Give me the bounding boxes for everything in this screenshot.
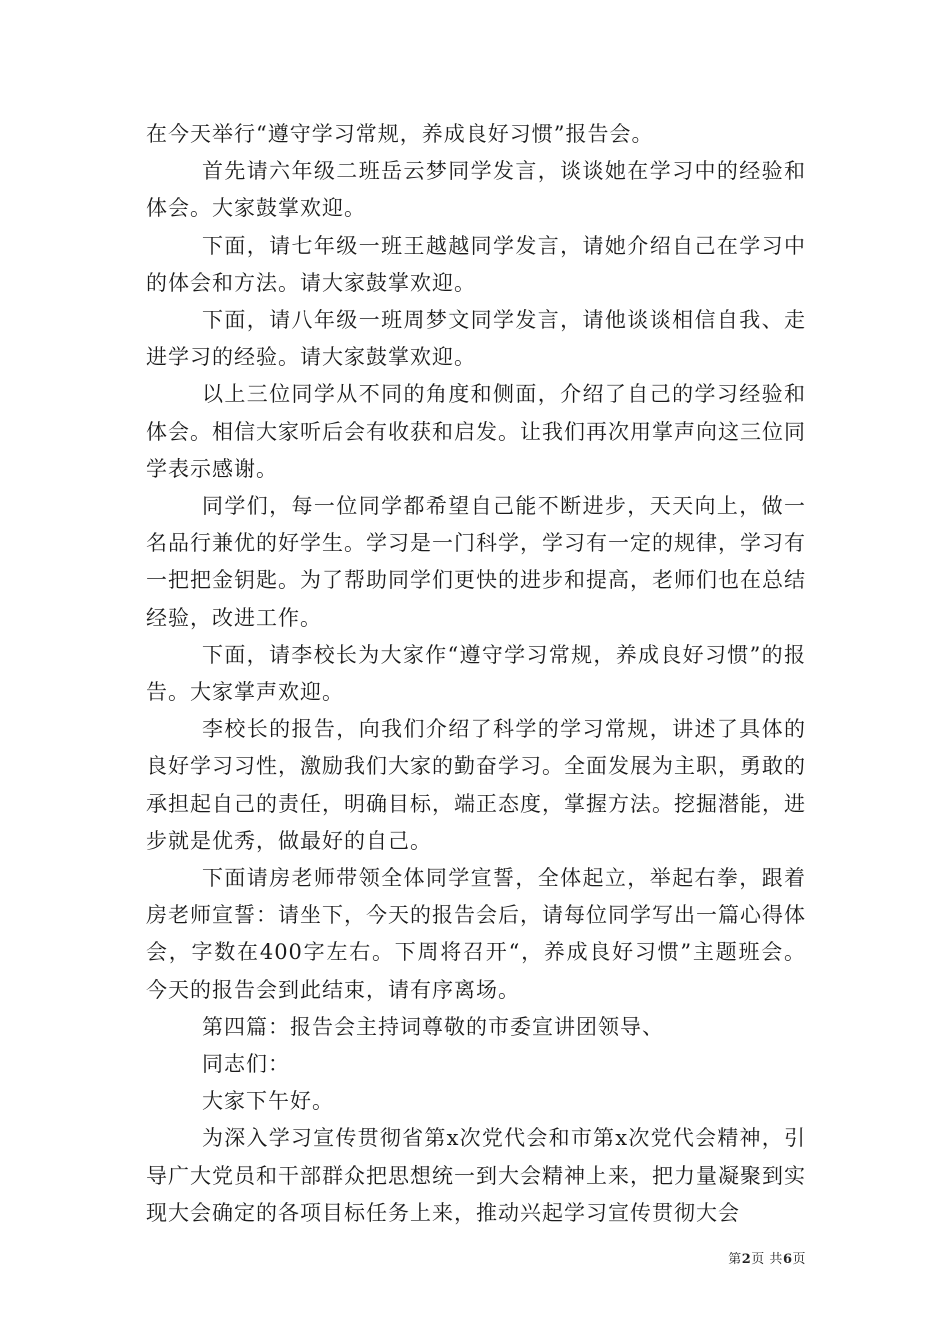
greeting: 大家下午好。 — [202, 1089, 334, 1114]
page-number-footer — [728, 1252, 806, 1268]
paragraph-1: 在今天举行“遵守学习常规，养成良好习惯”报告会。 — [146, 122, 654, 146]
paragraph-5: 以上三位同学从不同的角度和侧面，介绍了自己的学习经验和体会。相信大家听后会有收获和启发。让我们再次用掌声向这三位同学表示感谢。 — [146, 382, 806, 481]
paragraph-2: 首先请六年级二班岳云梦同学发言，谈谈她在学习中的经验和体会。大家鼓掌欢迎。 — [146, 159, 806, 221]
paragraph-13: 为深入学习宣传贯彻省第x次党代会和市第x次党代会精神，引导广大党员和干部群众把思想统一到大会精神上来，把力量凝聚到实现大会确定的各项目标任务上来，推动兴起学习宣传贯彻大会 — [146, 1126, 806, 1225]
current-page-number: 2 — [741, 1252, 752, 1267]
paragraph-3: 下面，请七年级一班王越越同学发言，请她介绍自己在学习中的体会和方法。请大家鼓掌欢迎。 — [146, 233, 806, 295]
paragraph-7: 下面，请李校长为大家作“遵守学习常规，养成良好习惯”的报告。大家掌声欢迎。 — [146, 642, 806, 705]
paragraph-9: 下面请房老师带领全体同学宣誓，全体起立，举起右拳，跟着房老师宣誓：请坐下，今天的报告会后，请每位同学写出一篇心得体会，字数在400字左右。下周将召开“，养成良好习惯”主题班会。今天的报告会到此结束，请有序离场。 — [146, 866, 806, 1002]
total-pages-number: 6 — [782, 1252, 793, 1267]
document-body — [146, 116, 806, 1232]
paragraph-6: 同学们，每一位同学都希望自己能不断进步，天天向上，做一名品行兼优的好学生。学习是一门科学，学习有一定的规律，学习有一把把金钥匙。为了帮助同学们更快的进步和提高，老师们也在总结经验，改进工作。 — [146, 494, 806, 630]
paragraph-4: 下面，请八年级一班周梦文同学发言，请他谈谈相信自我、走进学习的经验。请大家鼓掌欢迎。 — [146, 308, 806, 370]
paragraph-8: 李校长的报告，向我们介绍了科学的学习常规，讲述了具体的良好学习习性，激励我们大家的勤奋学习。全面发展为主职，勇敢的承担起自己的责任，明确目标，端正态度，掌握方法。挖掘潜能，进步就是优秀，做最好的自己。 — [146, 717, 806, 853]
footer-prefix: 第 — [728, 1252, 742, 1267]
footer-middle: 页 共 — [751, 1252, 783, 1267]
section-heading: 第四篇：报告会主持词尊敬的市委宣讲团领导、 — [202, 1014, 664, 1039]
footer-suffix: 页 — [792, 1252, 806, 1267]
salutation: 同志们： — [202, 1052, 290, 1077]
